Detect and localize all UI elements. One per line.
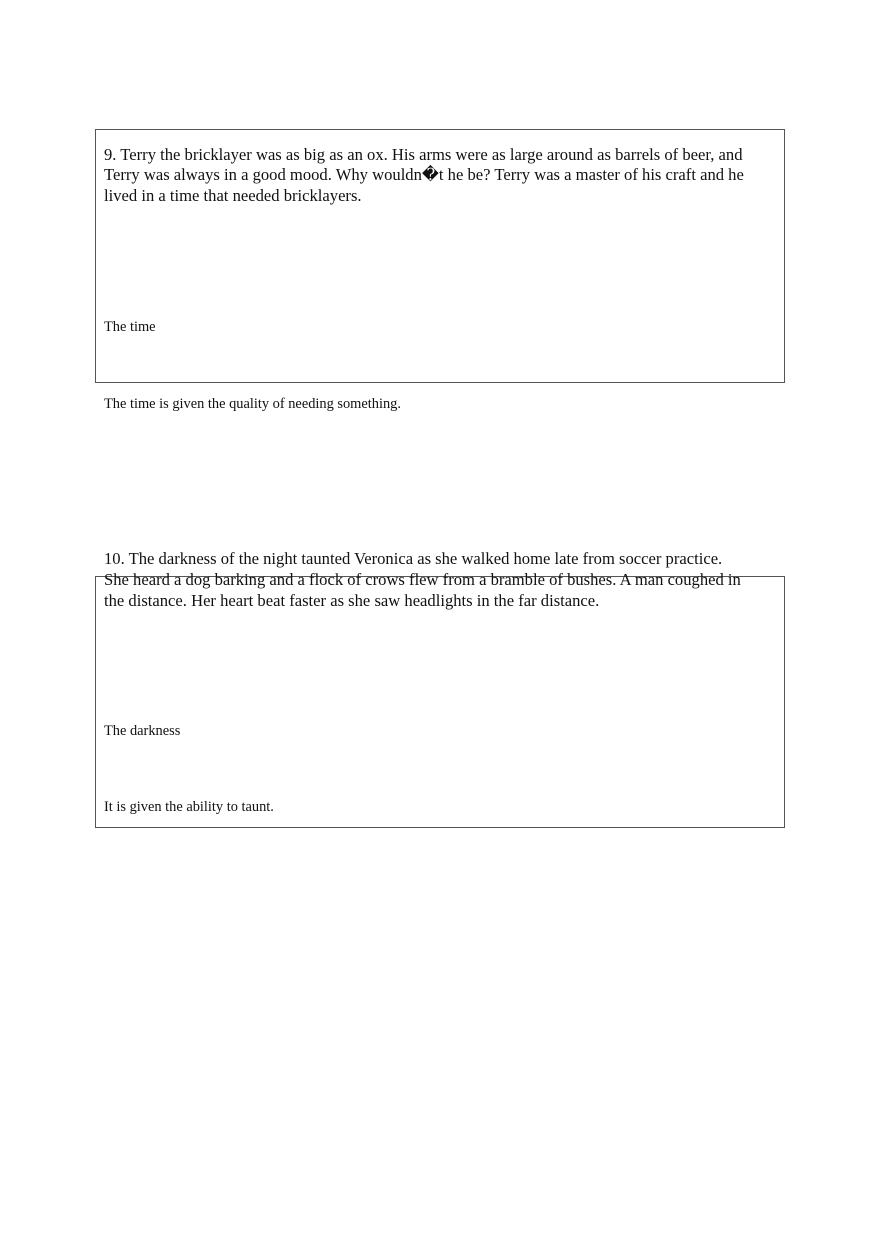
question-9-passage-line-1: 9. Terry the bricklayer was as big as an ox. His arms were as large around as barrels of beer, and [104,145,743,164]
question-10-explanation: It is given the ability to taunt. [104,799,274,815]
question-9-subject: The time [104,319,156,335]
question-10-answer-box [95,576,785,828]
question-9-explanation: The time is given the quality of needing something. [104,396,401,412]
question-10-subject: The darkness [104,723,181,739]
question-9-passage-line-3: lived in a time that needed bricklayers. [104,186,362,205]
question-9-passage-line-2: Terry was always in a good mood. Why wouldn�t he be? Terry was a master of his craft and he [104,165,744,184]
question-10-passage-line-1: 10. The darkness of the night taunted Veronica as she walked home late from soccer practice. [104,549,723,568]
question-10-passage-line-2: She heard a dog barking and a flock of crows flew from a bramble of bushes. A man coughed in [104,570,741,589]
question-10-passage-line-3: the distance. Her heart beat faster as she saw headlights in the far distance. [104,591,600,610]
